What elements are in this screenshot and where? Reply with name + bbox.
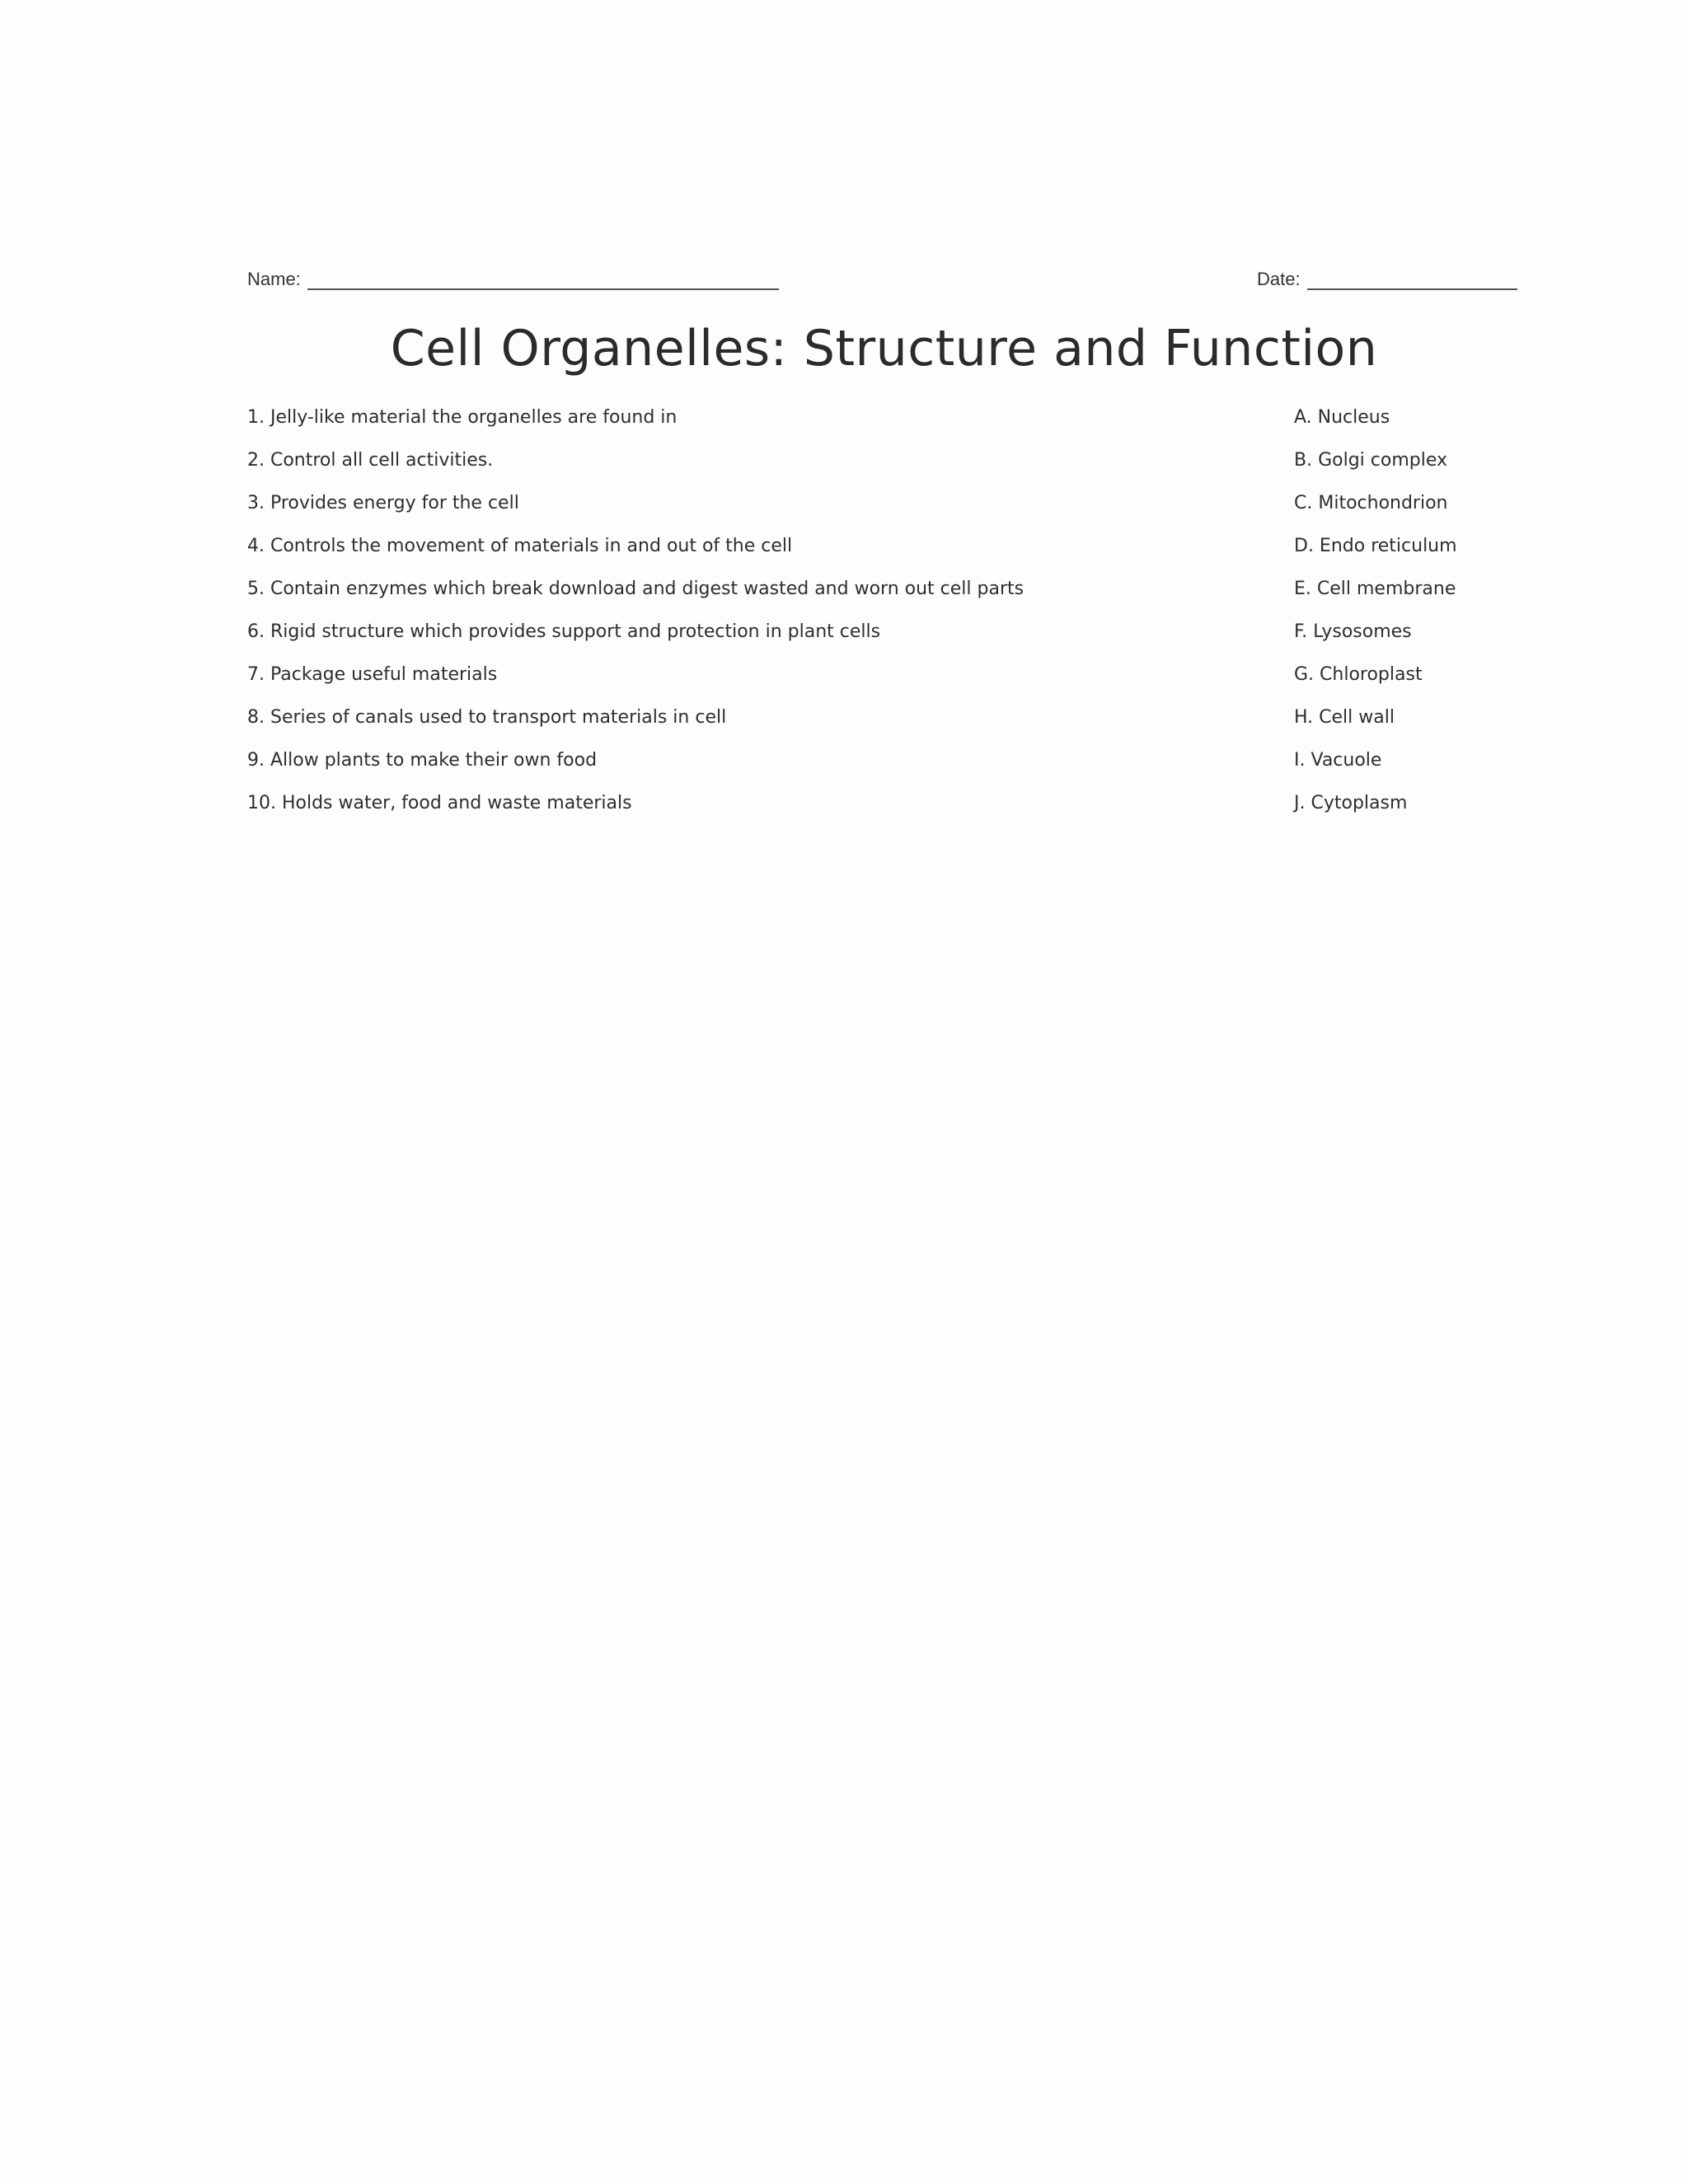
question-item: 4. Controls the movement of materials in and out of the cell <box>247 536 793 556</box>
question-item: 1. Jelly-like material the organelles are found in <box>247 407 678 428</box>
match-row <box>247 791 1521 834</box>
answer-item: A. Nucleus <box>1294 407 1390 428</box>
date-label: Date: <box>1257 269 1301 289</box>
match-row <box>247 534 1521 577</box>
question-item: 10. Holds water, food and waste materials <box>247 793 632 813</box>
answer-item: D. Endo reticulum <box>1294 536 1457 556</box>
question-item: 5. Contain enzymes which break download and digest wasted and worn out cell parts <box>247 579 1025 599</box>
name-blank-line[interactable] <box>307 270 779 290</box>
answer-item: B. Golgi complex <box>1294 450 1448 471</box>
answer-item: G. Chloroplast <box>1294 664 1423 685</box>
answer-item: H. Cell wall <box>1294 707 1395 728</box>
match-row <box>247 448 1521 491</box>
date-blank-line[interactable] <box>1307 270 1517 290</box>
answer-item: F. Lysosomes <box>1294 621 1412 642</box>
answer-item: C. Mitochondrion <box>1294 493 1448 513</box>
match-row <box>247 663 1521 705</box>
matching-list <box>247 405 1521 834</box>
question-item: 3. Provides energy for the cell <box>247 493 519 513</box>
worksheet <box>247 262 1521 834</box>
match-row <box>247 705 1521 748</box>
match-row <box>247 748 1521 791</box>
question-item: 8. Series of canals used to transport materials in cell <box>247 707 727 728</box>
match-row <box>247 405 1521 448</box>
page-title: Cell Organelles: Structure and Function <box>390 320 1378 377</box>
question-item: 9. Allow plants to make their own food <box>247 750 598 771</box>
answer-item: I. Vacuole <box>1294 750 1382 771</box>
name-block <box>247 269 779 290</box>
match-row <box>247 491 1521 534</box>
match-row <box>247 577 1521 620</box>
match-row <box>247 620 1521 663</box>
answer-item: E. Cell membrane <box>1294 579 1456 599</box>
name-label: Name: <box>247 269 301 289</box>
question-item: 7. Package useful materials <box>247 664 498 685</box>
header-row <box>247 262 1521 295</box>
answer-item: J. Cytoplasm <box>1294 793 1408 813</box>
date-block <box>1257 269 1517 290</box>
question-item: 2. Control all cell activities. <box>247 450 494 471</box>
question-item: 6. Rigid structure which provides support and protection in plant cells <box>247 621 881 642</box>
